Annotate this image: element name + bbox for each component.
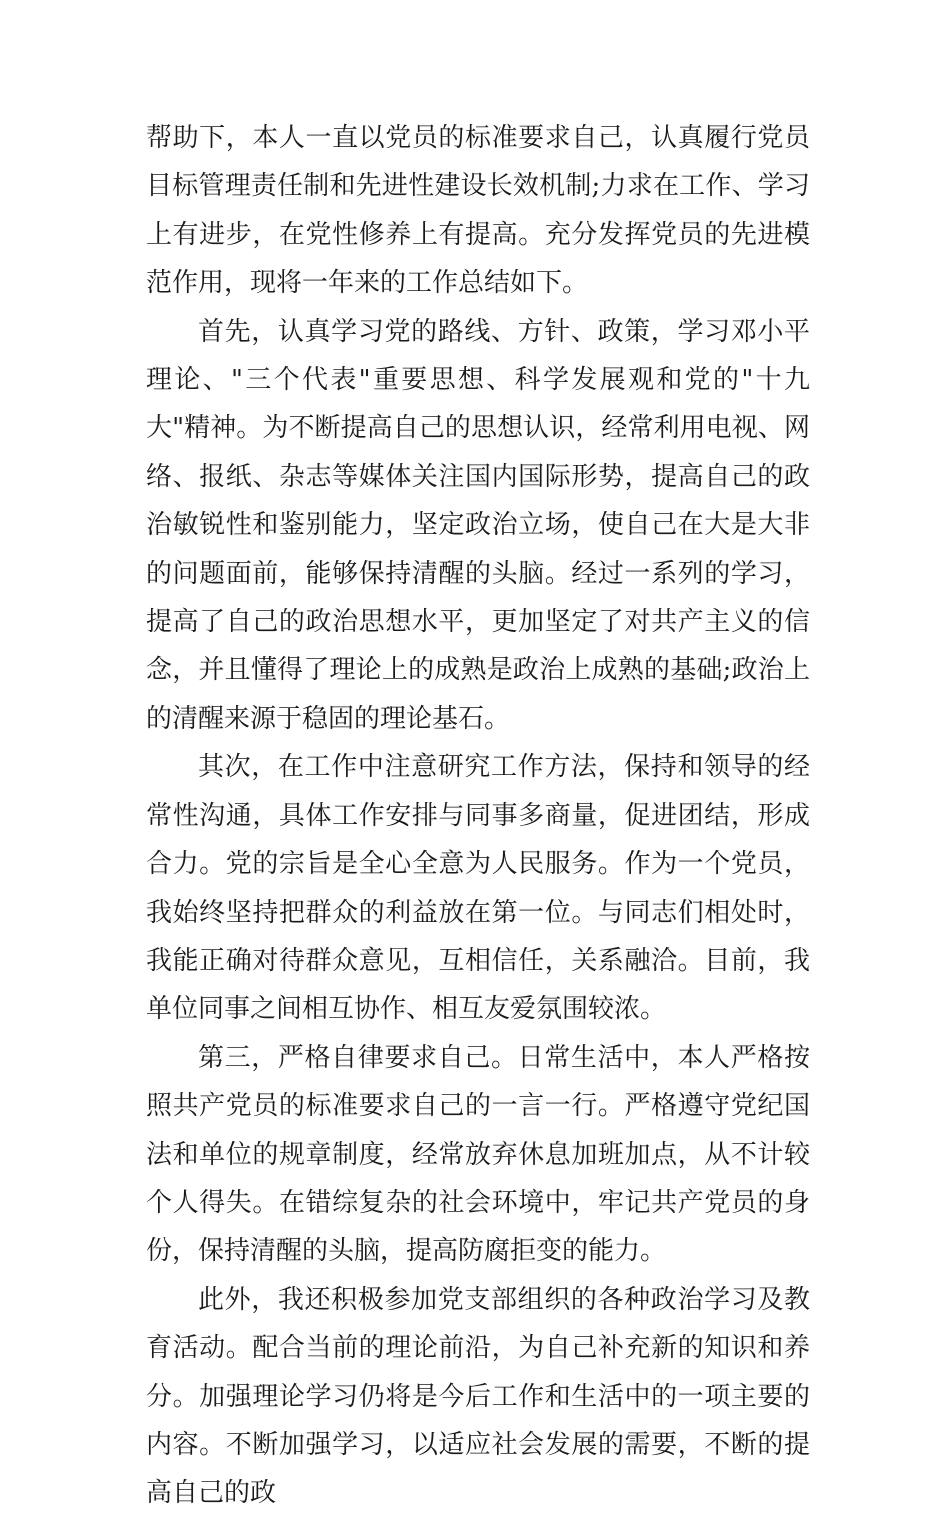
paragraph-first-study: 首先，认真学习党的路线、方针、政策，学习邓小平理论、"三个代表"重要思想、科学发展观和党的"十九大"精神。为不断提高自己的思想认识，经常利用电视、网络、报纸、杂志等媒体关注国内国际形势，提高自己的政治敏锐性和鉴别能力，坚定政治立场，使自己在大是大非的问题面前，能够保持清醒的头脑。经过一系列的学习，提高了自己的政治思想水平，更加坚定了对共产主义的信念，并且懂得了理论上的成熟是政治上成熟的基础;政治上的清醒来源于稳固的理论基石。 (146, 316, 810, 734)
document-body (146, 114, 810, 1518)
paragraph-continued-intro: 帮助下，本人一直以党员的标准要求自己，认真履行党员目标管理责任制和先进性建设长效机制;力求在工作、学习上有进步，在党性修养上有提高。充分发挥党员的先进模范作用，现将一年来的工作总结如下。 (146, 123, 810, 299)
paragraph-additionally-activities: 此外，我还积极参加党支部组织的各种政治学习及教育活动。配合当前的理论前沿，为自己补充新的知识和养分。加强理论学习仍将是今后工作和生活中的一项主要的内容。不断加强学习，以适应社会发展的需要，不断的提高自己的政 (146, 1284, 810, 1509)
paragraph-third-self-discipline: 第三，严格自律要求自己。日常生活中，本人严格按照共产党员的标准要求自己的一言一行。严格遵守党纪国法和单位的规章制度，经常放弃休息加班加点，从不计较个人得失。在错综复杂的社会环境中，牢记共产党员的身份，保持清醒的头脑，提高防腐拒变的能力。 (146, 1042, 810, 1267)
paragraph-second-work-method: 其次，在工作中注意研究工作方法，保持和领导的经常性沟通，具体工作安排与同事多商量，促进团结，形成合力。党的宗旨是全心全意为人民服务。作为一个党员，我始终坚持把群众的利益放在第一位。与同志们相处时，我能正确对待群众意见，互相信任，关系融洽。目前，我单位同事之间相互协作、相互友爱氛围较浓。 (146, 752, 810, 1025)
